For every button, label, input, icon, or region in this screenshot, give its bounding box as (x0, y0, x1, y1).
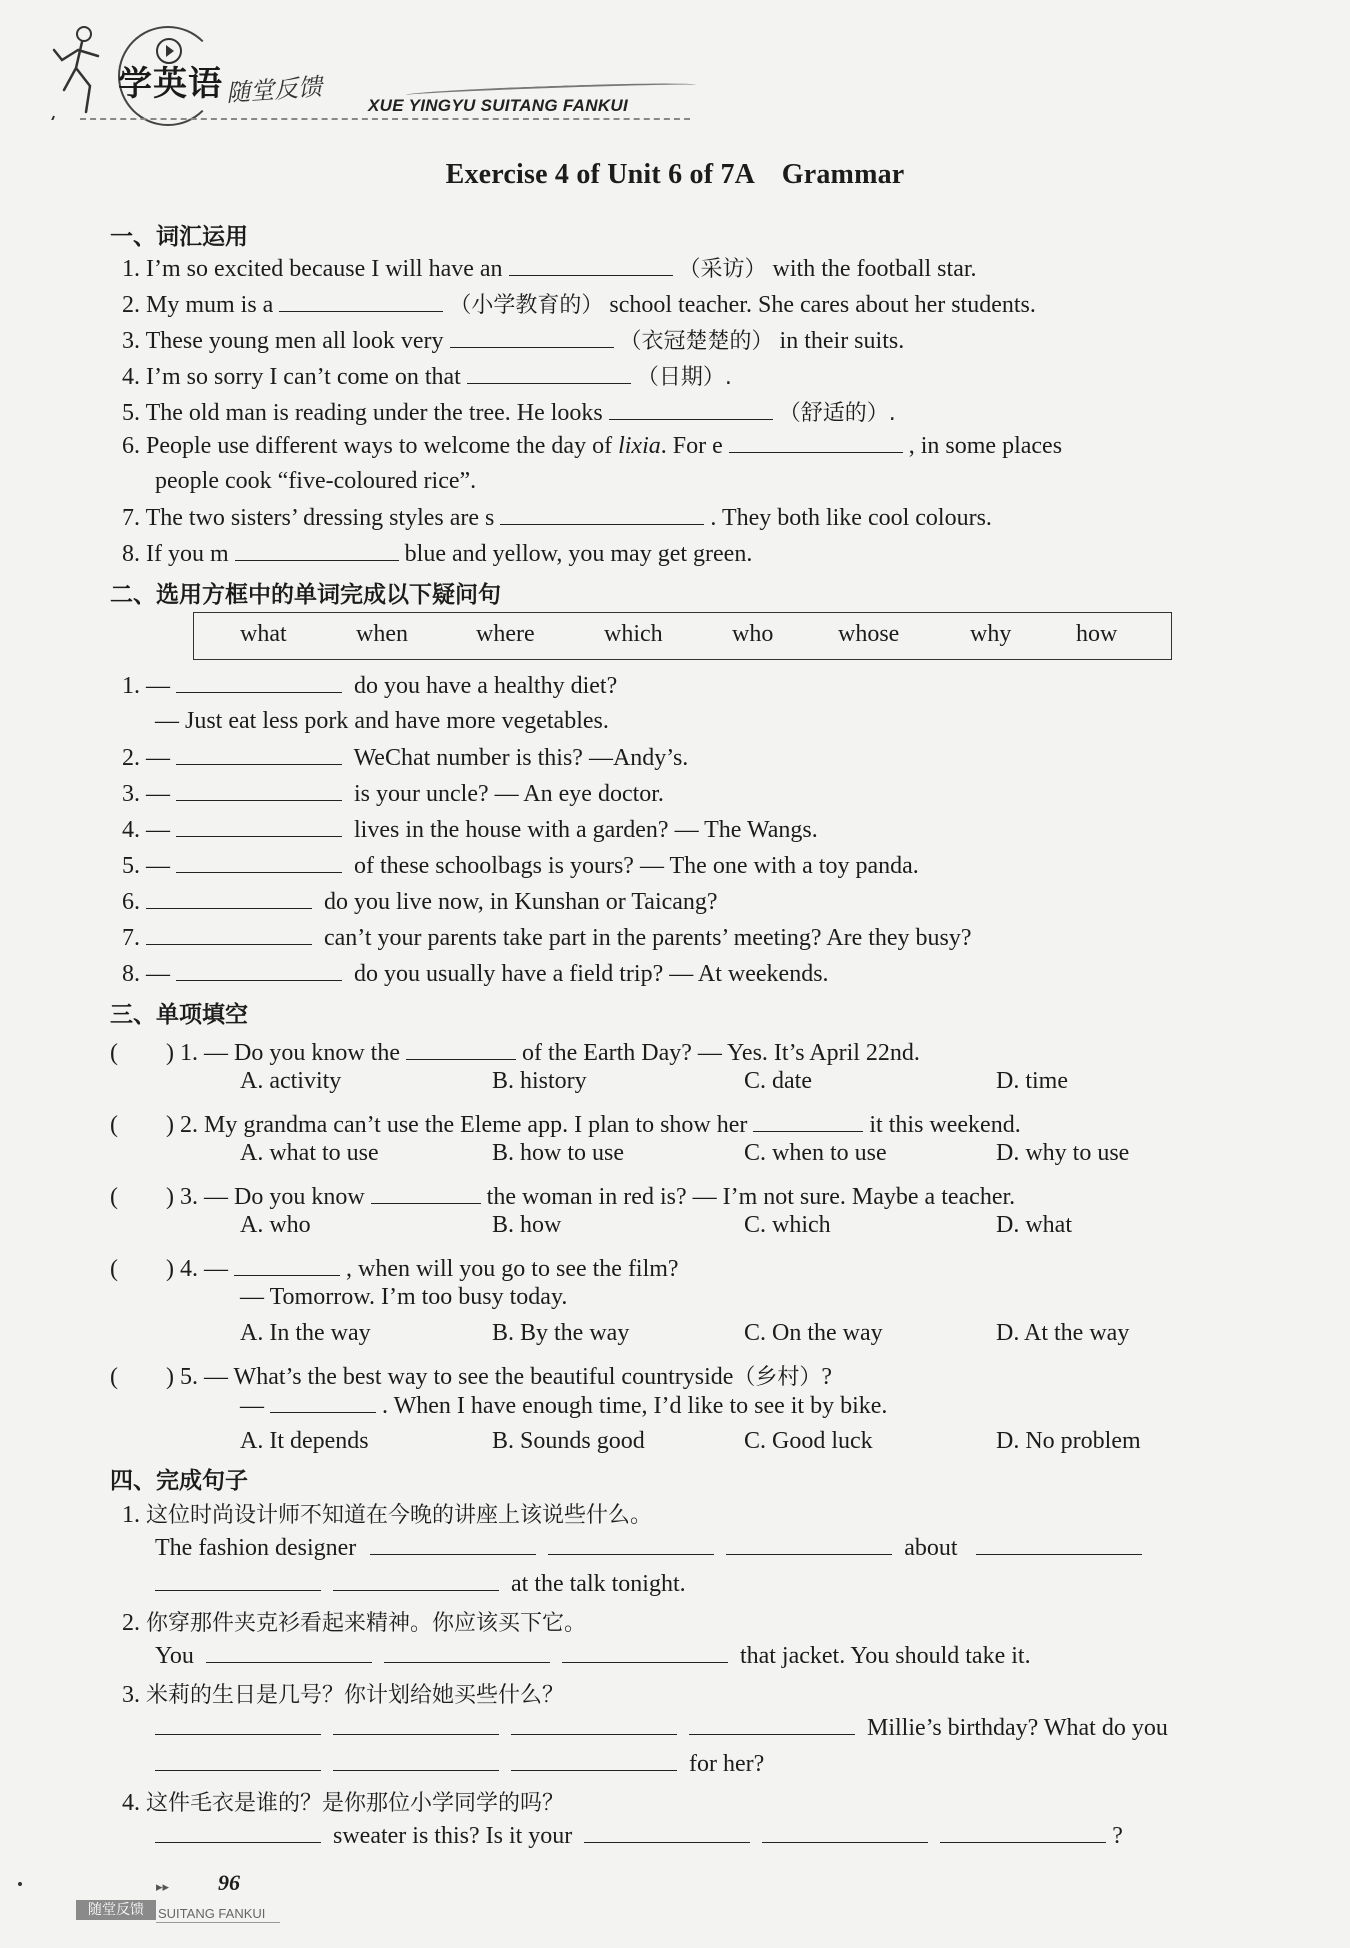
header-divider (80, 118, 690, 120)
answer-blank (234, 1255, 340, 1276)
s2-item-6: 6. do you live now, in Kunshan or Taicang? (122, 889, 718, 915)
arrow-icon: ▸▸ (156, 1880, 170, 1895)
s2-item-2: 2. — WeChat number is this? —Andy’s. (122, 745, 689, 771)
s2-item-4: 4. — lives in the house with a garden? — The Wangs. (122, 817, 818, 843)
answer-bracket[interactable]: ( ) (110, 1256, 174, 1282)
answer-blank[interactable] (146, 924, 312, 945)
answer-blank[interactable] (155, 1750, 321, 1771)
option-b: B. history (492, 1068, 587, 1094)
answer-blank (753, 1111, 863, 1132)
word-why: why (970, 621, 1012, 647)
option-c: C. date (744, 1068, 812, 1094)
answer-blank[interactable] (155, 1570, 321, 1591)
word-who: who (732, 621, 774, 647)
word-where: where (476, 621, 535, 647)
s2-item-3: 3. — is your uncle? — An eye doctor. (122, 781, 664, 807)
answer-blank (270, 1392, 376, 1413)
s1-item-1: 1. I’m so excited because I will have an （采访） with the football star. (122, 256, 977, 282)
option-b: B. By the way (492, 1320, 630, 1346)
s3-item-4: ( ) 4. — , when will you go to see the film? (110, 1256, 679, 1282)
answer-blank[interactable] (176, 852, 342, 873)
word-what: what (240, 621, 287, 647)
s1-item-4: 4. I’m so sorry I can’t come on that （日期）. (122, 364, 732, 390)
option-c: C. when to use (744, 1140, 887, 1166)
option-a: A. activity (240, 1068, 342, 1094)
s3-item-4-reply: — Tomorrow. I’m too busy today. (240, 1284, 568, 1310)
option-c: C. Good luck (744, 1428, 873, 1454)
section3-heading: 三、单项填空 (110, 1002, 248, 1028)
answer-blank[interactable] (176, 744, 342, 765)
answer-blank[interactable] (155, 1714, 321, 1735)
option-c: C. which (744, 1212, 831, 1238)
s4-item-2-en: You that jacket. You should take it. (155, 1643, 1031, 1669)
answer-blank[interactable] (155, 1822, 321, 1843)
section4-heading: 四、完成句子 (110, 1468, 248, 1494)
s4-item-2-cn: 2. 你穿那件夹克衫看起来精神。你应该买下它。 (122, 1610, 587, 1636)
section2-heading: 二、选用方框中的单词完成以下疑问句 (110, 582, 501, 608)
s4-item-1-en-cont: at the talk tonight. (155, 1570, 686, 1598)
s1-item-8: 8. If you m blue and yellow, you may get green. (122, 541, 753, 567)
answer-blank[interactable] (176, 672, 342, 693)
s2-item-1-reply: — Just eat less pork and have more vegetables. (155, 708, 609, 734)
margin-dot (18, 1882, 22, 1886)
answer-blank[interactable] (176, 816, 342, 837)
s2-item-5: 5. — of these schoolbags is yours? — The one with a toy panda. (122, 853, 919, 879)
answer-blank (371, 1183, 481, 1204)
answer-blank[interactable] (584, 1822, 750, 1843)
answer-blank[interactable] (729, 432, 903, 453)
answer-blank[interactable] (176, 780, 342, 801)
s2-item-7: 7. can’t your parents take part in the parents’ meeting? Are they busy? (122, 925, 972, 951)
s1-item-3: 3. These young men all look very （衣冠楚楚的） in their suits. (122, 328, 905, 354)
answer-bracket[interactable]: ( ) (110, 1040, 174, 1066)
answer-blank[interactable] (333, 1570, 499, 1591)
answer-blank[interactable] (370, 1534, 536, 1555)
answer-blank[interactable] (562, 1642, 728, 1663)
brand-subtitle: 随堂反馈 (225, 72, 324, 108)
s4-item-4-en: sweater is this? Is it your ? (155, 1822, 1123, 1850)
s3-item-5-reply: — . When I have enough time, I’d like to see it by bike. (240, 1393, 888, 1419)
s3-item-5: ( ) 5. — What’s the best way to see the beautiful countryside（乡村）? (110, 1364, 833, 1390)
option-a: A. what to use (240, 1140, 379, 1166)
option-d: D. what (996, 1212, 1072, 1238)
s4-item-4-cn: 4. 这件毛衣是谁的？是你那位小学同学的吗？ (122, 1790, 565, 1816)
s4-item-3-en-cont: for her? (155, 1750, 764, 1778)
answer-blank[interactable] (206, 1642, 372, 1663)
page-number: 96 (218, 1870, 240, 1895)
option-d: D. No problem (996, 1428, 1141, 1454)
brand-pinyin: XUE YINGYU SUITANG FANKUI (368, 96, 629, 115)
s1-item-5: 5. The old man is reading under the tree. He looks （舒适的）. (122, 400, 896, 426)
answer-blank[interactable] (609, 399, 773, 420)
header-logo (40, 14, 680, 124)
option-d: D. At the way (996, 1320, 1130, 1346)
answer-blank[interactable] (146, 888, 312, 909)
word-box (193, 612, 1172, 660)
footer-pinyin: SUITANG FANKUI (158, 1906, 266, 1921)
s4-item-3-cn: 3. 米莉的生日是几号？你计划给她买些什么？ (122, 1682, 565, 1708)
answer-blank[interactable] (333, 1714, 499, 1735)
option-c: C. On the way (744, 1320, 883, 1346)
section1-heading: 一、词汇运用 (110, 224, 248, 250)
s3-item-3: ( ) 3. — Do you know the woman in red is? — I’m not sure. Maybe a teacher. (110, 1184, 1016, 1210)
answer-blank[interactable] (467, 363, 631, 384)
answer-blank[interactable] (976, 1534, 1142, 1555)
answer-blank[interactable] (333, 1750, 499, 1771)
option-b: B. how to use (492, 1140, 624, 1166)
answer-blank[interactable] (689, 1714, 855, 1735)
s1-item-7: 7. The two sisters’ dressing styles are s . They both like cool colours. (122, 505, 992, 531)
word-which: which (604, 621, 663, 647)
answer-blank[interactable] (940, 1822, 1106, 1843)
s4-item-3-en: Millie’s birthday? What do you (155, 1714, 1168, 1742)
brand-title: 学英语 (118, 64, 223, 104)
option-d: D. why to use (996, 1140, 1130, 1166)
answer-blank[interactable] (726, 1534, 892, 1555)
answer-blank[interactable] (279, 291, 443, 312)
answer-blank[interactable] (511, 1714, 677, 1735)
answer-blank[interactable] (762, 1822, 928, 1843)
option-a: A. who (240, 1212, 311, 1238)
answer-blank (406, 1039, 516, 1060)
answer-blank[interactable] (511, 1750, 677, 1771)
s1-item-2: 2. My mum is a （小学教育的） school teacher. She cares about her students. (122, 292, 1036, 318)
answer-blank[interactable] (235, 540, 399, 561)
page-title: Exercise 4 of Unit 6 of 7A Grammar (445, 159, 905, 190)
option-b: B. how (492, 1212, 562, 1238)
s4-item-1-en: The fashion designer about (155, 1534, 1148, 1562)
s3-item-2: ( ) 2. My grandma can’t use the Eleme app. I plan to show her it this weekend. (110, 1112, 1021, 1138)
option-d: D. time (996, 1068, 1068, 1094)
s2-item-8: 8. — do you usually have a field trip? — At weekends. (122, 961, 829, 987)
answer-blank[interactable] (384, 1642, 550, 1663)
footer-label: 随堂反馈 (76, 1900, 156, 1920)
word-how: how (1076, 621, 1118, 647)
word-when: when (356, 621, 408, 647)
word-whose: whose (838, 621, 900, 647)
option-b: B. Sounds good (492, 1428, 645, 1454)
answer-blank[interactable] (509, 255, 673, 276)
answer-bracket[interactable]: ( ) (110, 1364, 174, 1390)
answer-blank[interactable] (450, 327, 614, 348)
answer-blank[interactable] (500, 504, 704, 525)
answer-blank[interactable] (176, 960, 342, 981)
answer-bracket[interactable]: ( ) (110, 1112, 174, 1138)
s4-item-1-cn: 1. 这位时尚设计师不知道在今晚的讲座上该说些什么。 (122, 1502, 653, 1528)
s2-item-1: 1. — do you have a healthy diet? (122, 673, 618, 699)
s1-item-6: 6. People use different ways to welcome the day of lixia. For e , in some places (122, 433, 1063, 459)
footer-rule (156, 1922, 280, 1923)
s1-item-6-cont: people cook “five-coloured rice”. (155, 468, 477, 494)
option-a: A. It depends (240, 1428, 369, 1454)
s3-item-1: ( ) 1. — Do you know the of the Earth Day? — Yes. It’s April 22nd. (110, 1040, 920, 1066)
answer-blank[interactable] (548, 1534, 714, 1555)
option-a: A. In the way (240, 1320, 371, 1346)
answer-bracket[interactable]: ( ) (110, 1184, 174, 1210)
